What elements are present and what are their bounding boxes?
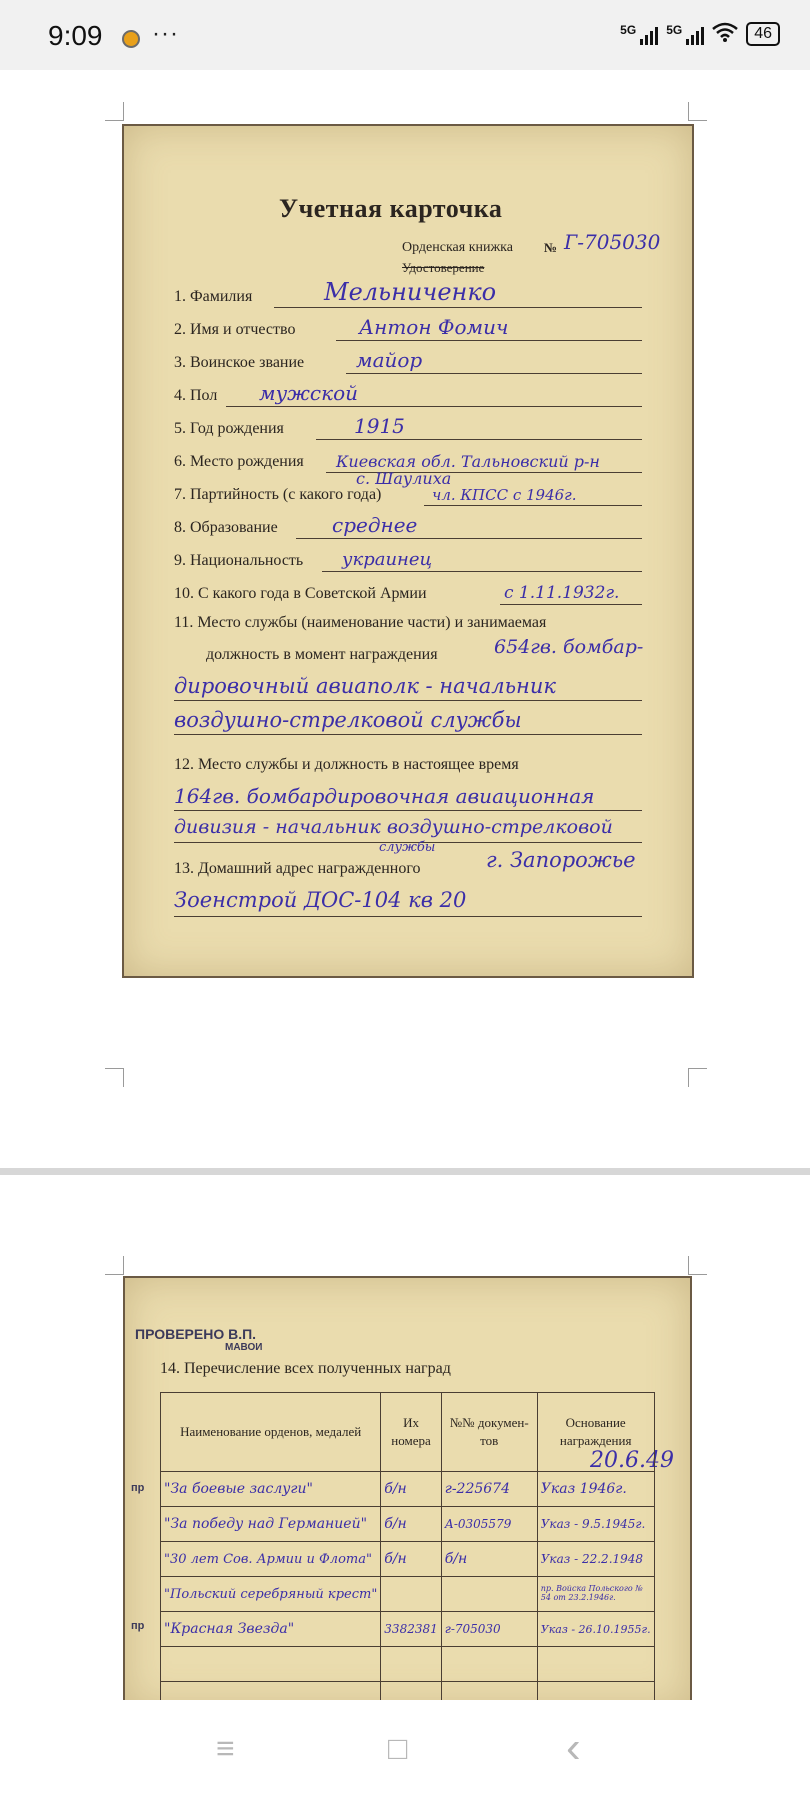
- crop-mark: [105, 102, 124, 121]
- status-bar: [0, 0, 810, 70]
- verified-stamp-sub: МАВОИ: [225, 1342, 263, 1353]
- order-no-prefix: №: [544, 240, 558, 255]
- home-button[interactable]: □: [388, 1730, 408, 1766]
- field-education: 8. Образование среднее: [124, 509, 692, 541]
- field-13-value-2: Зоенстрой ДОС-104 кв 20: [174, 888, 467, 912]
- field-13-value-1: г. Запорожье: [486, 848, 636, 872]
- recents-button[interactable]: ≡: [216, 1730, 235, 1766]
- back-button[interactable]: ‹: [566, 1723, 581, 1772]
- crop-mark: [105, 1256, 124, 1275]
- navigation-bar: [0, 1700, 810, 1800]
- field-army-since: 10. С какого года в Советской Армии с 1.11.1932г.: [124, 575, 692, 607]
- col-numbers: Их номера: [381, 1393, 441, 1472]
- page-2-awards-card: [123, 1276, 692, 1708]
- table-row: "Польский серебряный крест" пр. Войска Польского № 54 от 23.2.1946г.: [161, 1577, 655, 1612]
- order-book-label: Орденская книжка: [402, 240, 513, 255]
- field-birth-place: 6. Место рождения Киевская обл. Тальновский р-н: [124, 443, 692, 475]
- table-row: "За победу над Германией" б/н А-0305579 Указ - 9.5.1945г.: [161, 1507, 655, 1542]
- page-separator: [0, 1168, 810, 1175]
- table-row: [161, 1647, 655, 1682]
- field-11-value-3: воздушно-стрелковой службы: [174, 708, 522, 732]
- awards-heading: 14. Перечисление всех полученных наград: [160, 1360, 451, 1377]
- field-12-value-2: дивизия - начальник воздушно-стрелковой: [174, 816, 613, 838]
- signal-icon: 5G: [620, 23, 658, 45]
- crop-mark: [688, 1256, 707, 1275]
- col-documents: №№ докумен-тов: [441, 1393, 537, 1472]
- field-name: 2. Имя и отчество Антон Фомич: [124, 311, 692, 343]
- table-row: "Красная Звезда" 3382381 г-705030 Указ - 26.10.1955г.: [161, 1612, 655, 1647]
- battery-icon: 46: [746, 22, 780, 46]
- field-11-value-1: 654гв. бомбар-: [494, 636, 644, 658]
- order-book-number: Г-705030: [564, 230, 661, 254]
- field-12-label: 12. Место службы и должность в настоящее время: [174, 756, 519, 773]
- clock: 9:09: [48, 20, 103, 51]
- app-notification-icon: [122, 30, 140, 48]
- more-notifications-icon: ···: [152, 20, 179, 47]
- document-viewer[interactable]: [0, 70, 810, 1700]
- wifi-icon: [712, 22, 738, 46]
- card-title: Учетная карточка: [279, 194, 503, 223]
- table-header: [161, 1393, 655, 1472]
- field-12-value-3: службы: [379, 840, 436, 855]
- page-1-registration-card: [122, 124, 694, 978]
- signal-icon: 5G: [666, 23, 704, 45]
- field-11-label: 11. Место службы (наименование части) и занимаемая: [174, 614, 547, 631]
- certificate-label: Удостоверение: [402, 260, 485, 275]
- awards-table: [160, 1392, 655, 1717]
- crop-mark: [688, 102, 707, 121]
- field-11-value-2: дировочный авиаполк - начальник: [174, 674, 556, 698]
- field-nationality: 9. Национальность украинец: [124, 542, 692, 574]
- crop-mark: [688, 1068, 707, 1087]
- field-surname: 1. Фамилия Мельниченко: [124, 278, 692, 310]
- margin-note: пр: [131, 1620, 145, 1632]
- table-row: "30 лет Сов. Армии и Флота" б/н б/н Указ - 22.2.1948: [161, 1542, 655, 1577]
- field-rank: 3. Воинское звание майор: [124, 344, 692, 376]
- crop-mark: [105, 1068, 124, 1087]
- field-birth-year: 5. Год рождения 1915: [124, 410, 692, 442]
- field-party: с. Шаулиха 7. Партийность (с какого года) чл. КПСС с 1946г.: [124, 476, 692, 508]
- status-icons: [620, 22, 780, 46]
- field-11-label-2: должность в момент награждения: [206, 646, 438, 663]
- field-sex: 4. Пол мужской: [124, 377, 692, 409]
- table-row: "За боевые заслуги" б/н г-225674 Указ 1946г.: [161, 1472, 655, 1507]
- date-note: 20.6.49: [590, 1448, 674, 1473]
- col-basis: Основание награждения: [537, 1393, 654, 1472]
- verified-stamp: ПРОВЕРЕНО В.П.: [135, 1326, 257, 1342]
- margin-note: пр: [131, 1482, 145, 1494]
- field-13-label: 13. Домашний адрес награжденного: [174, 860, 421, 877]
- col-award-name: Наименование орденов, медалей: [161, 1393, 381, 1472]
- field-12-value-1: 164гв. бомбардировочная авиационная: [174, 784, 595, 808]
